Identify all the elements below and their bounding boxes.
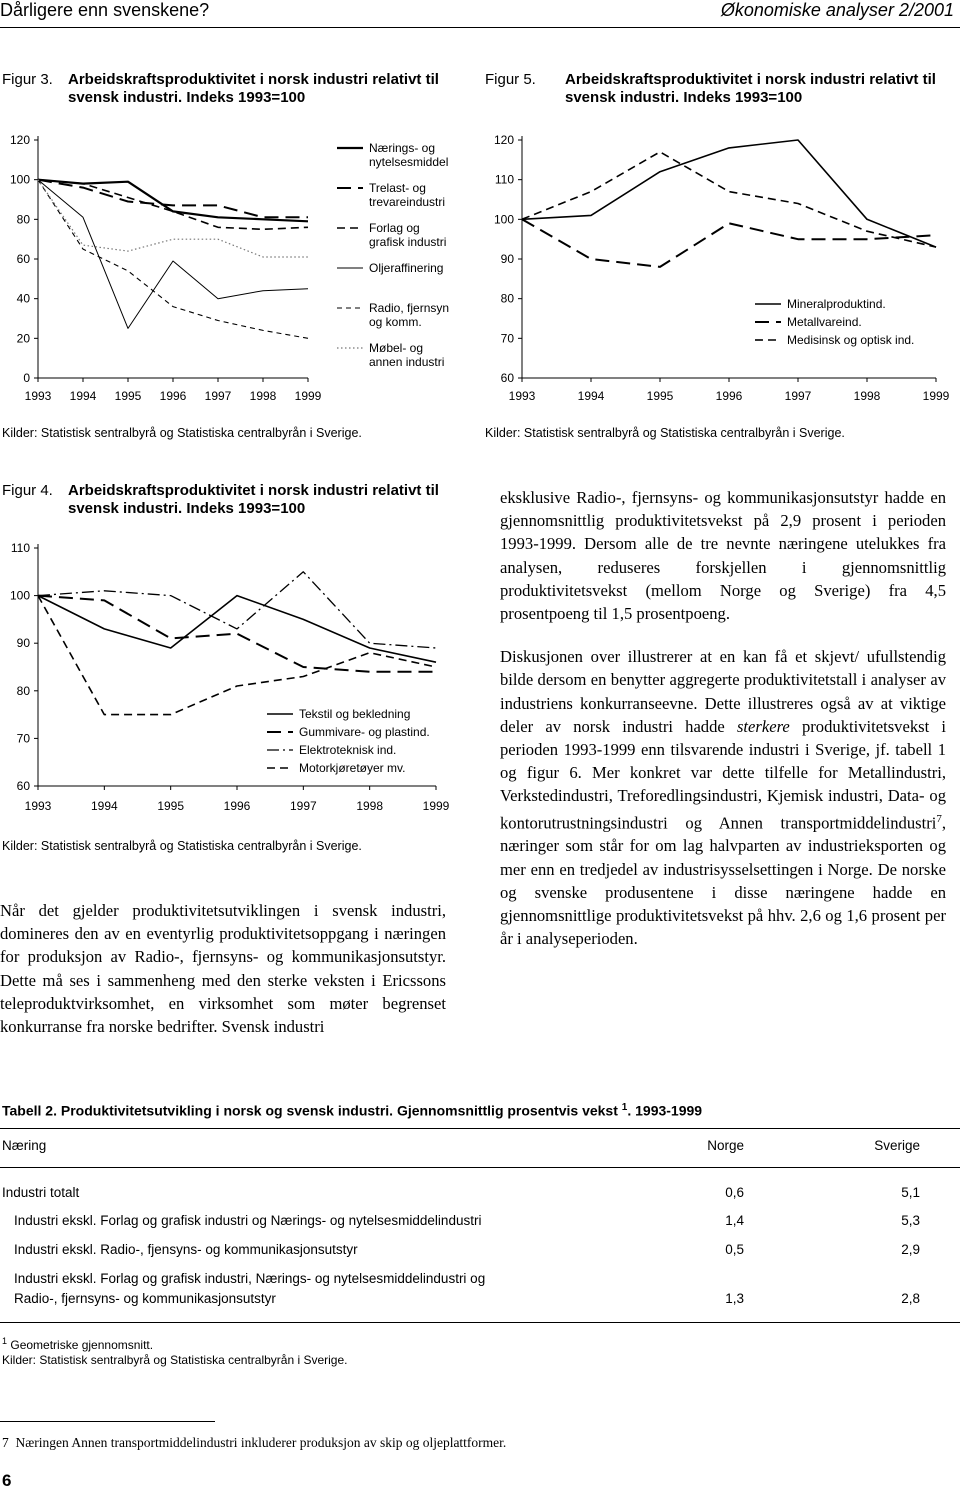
x-tick-label: 1993 [24,799,52,813]
legend-label: grafisk industri [369,235,447,249]
table-rule-top [0,1128,960,1129]
x-tick-label: 1993 [508,389,536,403]
table-footnote-sup: 1 [2,1336,8,1346]
figure4-title: Arbeidskraftsproduktivitet i norsk industri relativt til svensk industri. Indeks 1993=100 [68,482,439,517]
x-tick-label: 1993 [24,389,52,403]
table-row-label: Industri ekskl. Radio-, fjensyns- og kommunikasjonsutstyr [14,1242,358,1257]
y-tick-label: 60 [16,779,30,793]
table-footnote [2,1336,153,1352]
table-header-sverige: Sverige [874,1138,920,1153]
y-tick-label: 100 [9,172,30,187]
table-row-norge: 1,3 [725,1291,744,1306]
figure5-chart [482,128,960,413]
body-left [0,899,446,1052]
footnote-7-text: Næringen Annen transportmiddelindustri inkluderer produksjon av skip og oljeplattformer. [15,1435,507,1450]
body-right-paragraph-2 [500,645,946,950]
x-tick-label: 1996 [159,389,187,403]
legend-label: Møbel- og [369,341,424,355]
legend-label: Trelast- og [369,181,426,195]
x-tick-label: 1999 [294,389,322,403]
y-tick-label: 90 [16,636,30,651]
body-right-2b: produktivitetsvekst i perioden 1993-1999 enn tilsvarende industri i Sverige, jf. tabell 1 og figur 6. Mer konkret var dette tilfelle for Metallindustri, Verkstedindustri, Treforedlingsindustri, Kjemisk industri, Data- og kontorutrustningsindustri og Annen transportmiddelindustri [500,716,946,833]
figure3-title: Arbeidskraftsproduktivitet i norsk industri relativt til svensk industri. Indeks 1993=100 [68,71,439,106]
table-row-sverige: 5,1 [901,1185,920,1200]
y-tick-label: 0 [23,371,30,385]
legend-label: Mineralproduktind. [787,297,886,311]
y-tick-label: 60 [16,252,30,266]
table-row-label: Industri ekskl. Forlag og grafisk industri, Nærings- og nytelsesmiddelindustri og [14,1271,486,1286]
y-tick-label: 90 [500,252,514,266]
body-left-paragraph: Når det gjelder produktivitetsutviklingen i svensk industri, domineres den av en eventyrlig produktivitetsoppgang i næringen for produksjon av Radio-, fjernsyns- og kommunikasjonsutstyr. Dette må ses i sammenheng med den sterke veksten i Ericssons teleproduktvirksomhet, en virksomhet som møter begrenset konkurranse fra norske bedrifter. Svensk industri [0,901,446,1037]
legend-label: nytelsesmiddel [369,155,449,169]
header-right: Økonomiske analyser 2/2001 [720,0,954,20]
chart-axes [494,133,950,403]
figure3-chart [0,128,470,413]
x-tick-label: 1995 [646,389,674,403]
table-rule-header [0,1167,960,1168]
series-line [38,180,308,222]
y-tick-label: 20 [16,331,30,346]
body-right-2a: Diskusjonen over illustrerer at en kan få et skjevt/ ufullstendig bilde dersom en benytter aggregerte produktivitetstall i analyser av industriens konkurranseevne. Dette illustreres også av at viktige deler av norsk industri hadde [500,647,946,736]
legend-label: annen industri [369,355,445,369]
figure3-source: Kilder: Statistisk sentralbyrå og Statistiska centralbyrån i Sverige. [2,426,362,440]
x-tick-label: 1997 [289,799,317,813]
y-tick-label: 120 [493,133,514,147]
legend-label: Metallvareind. [787,315,862,329]
legend-label: trevareindustri [369,195,446,209]
y-tick-label: 60 [500,371,514,385]
x-tick-label: 1999 [922,389,950,403]
legend-label: og komm. [369,315,422,329]
table-row-sverige: 2,8 [901,1291,920,1306]
table-row-norge: 0,6 [725,1185,744,1200]
series-line [38,180,308,257]
footnote-ref-7: 7 [936,812,942,825]
x-tick-label: 1996 [715,389,743,403]
figure4-chart [0,530,470,820]
figure4-label: Figur 4. [2,482,53,499]
figure5-label: Figur 5. [485,71,536,88]
figure5-source: Kilder: Statistisk sentralbyrå og Statistiska centralbyrån i Sverige. [485,426,845,440]
table-caption [2,1102,960,1119]
body-right-2-emphasis: sterkere [736,716,790,736]
x-tick-label: 1995 [157,799,185,813]
table-rule-bottom [0,1322,960,1323]
table-header-norge: Norge [707,1138,744,1153]
series-line [38,596,436,672]
footnote-rule [0,1421,215,1422]
y-tick-label: 70 [500,331,514,346]
table-row-norge: 1,4 [725,1213,744,1228]
y-tick-label: 80 [500,291,514,306]
legend-label: Forlag og [369,221,420,235]
y-tick-label: 70 [16,731,30,746]
series-line [38,596,436,715]
legend-label: Gummivare- og plastind. [299,725,430,739]
footnote-7-num: 7 [2,1435,9,1450]
table-caption-main: Tabell 2. Produktivitetsutvikling i norsk og svensk industri. Gjennomsnittlig prosentvis vekst [2,1102,622,1119]
figure4-source: Kilder: Statistisk sentralbyrå og Statistiska centralbyrån i Sverige. [2,839,362,853]
x-tick-label: 1997 [204,389,232,403]
header-left: Dårligere enn svenskene? [0,0,210,20]
legend-label: Motorkjøretøyer mv. [299,761,406,775]
body-right [500,486,946,964]
footnote-7 [2,1435,506,1451]
body-right-paragraph-1: eksklusive Radio-, fjernsyns- og kommunikasjonsutstyr hadde en gjennomsnittlig produktivitetsvekst på 2,9 prosent i perioden 1993-1999. Dersom alle de tre nevnte næringene utelukkes fra analysen, reduseres forskjellen i gjennomsnittlig produktivitetsvekst (mellom Norge og Sverige) fra 4,5 prosentpoeng til 1,5 prosentpoeng. [500,488,946,624]
table-caption-sup: 1 [621,1102,628,1113]
header-rule [0,27,960,28]
series-line [522,219,936,267]
y-tick-label: 110 [10,541,30,555]
body-right-2c: , næringer som står for om lag halvparten av industrieksporten og mer enn en tredjedel av industrisysselsettingen i Norge. De norske og svenske produsentene i disse næringene hadde en gjennomsnittlige produktivitetsvekst på hhv. 2,6 og 1,6 prosent per år i analyseperioden. [500,813,946,949]
x-tick-label: 1994 [577,389,605,403]
figure5-title: Arbeidskraftsproduktivitet i norsk industri relativt til svensk industri. Indeks 1993=100 [565,71,936,106]
x-tick-label: 1995 [114,389,142,403]
legend-label: Medisinsk og optisk ind. [787,333,915,347]
table-row-label-cont: Radio-, fjernsyns- og kommunikasjonsutstyr [14,1291,276,1306]
x-tick-label: 1999 [422,799,450,813]
table-source: Kilder: Statistisk sentralbyrå og Statistiska centralbyrån i Sverige. [2,1353,348,1367]
legend-label: Radio, fjernsyn [369,301,450,315]
y-tick-label: 100 [493,212,514,227]
table-caption-tail: . 1993-1999 [627,1102,703,1119]
x-tick-label: 1994 [90,799,118,813]
table-row-sverige: 2,9 [901,1242,920,1257]
y-tick-label: 80 [16,212,30,227]
table-row-sverige: 5,3 [901,1213,920,1228]
figure3-label: Figur 3. [2,71,53,88]
table-row-label: Industri ekskl. Forlag og grafisk industri og Nærings- og nytelsesmiddelindustri [14,1213,482,1228]
y-tick-label: 110 [494,172,514,187]
y-tick-label: 40 [16,291,30,306]
legend-label: Nærings- og [369,141,436,155]
legend-label: Tekstil og bekledning [299,707,411,721]
x-tick-label: 1994 [69,389,97,403]
series-line [38,572,436,648]
y-tick-label: 120 [9,133,30,147]
table-row-norge: 0,5 [725,1242,744,1257]
legend-label: Oljeraffinering [369,261,444,275]
series-line [522,152,936,247]
legend-label: Elektroteknisk ind. [299,743,397,757]
y-tick-label: 80 [16,683,30,698]
x-tick-label: 1998 [249,389,277,403]
x-tick-label: 1998 [356,799,384,813]
chart-axes [10,133,322,403]
x-tick-label: 1997 [784,389,812,403]
table-header-naering: Næring [2,1138,47,1153]
table-row-label: Industri totalt [2,1185,80,1200]
y-tick-label: 100 [9,588,30,603]
x-tick-label: 1998 [853,389,881,403]
series-line [38,180,308,339]
page-number: 6 [2,1471,12,1490]
x-tick-label: 1996 [223,799,251,813]
table-footnote-text: Geometriske gjennomsnitt. [10,1338,154,1352]
